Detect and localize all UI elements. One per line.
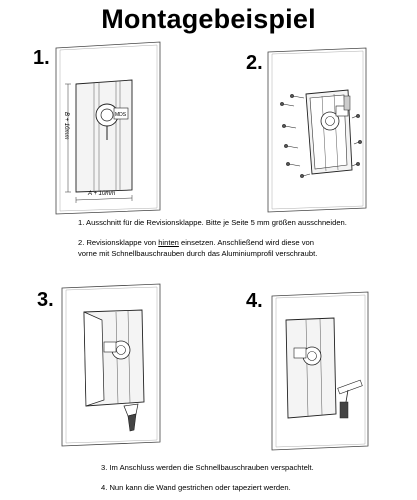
filler-illustration	[58, 282, 166, 448]
insert-hatch-illustration	[262, 46, 374, 214]
instruction-2-underline: hinten	[158, 238, 179, 247]
instruction-4-text: 4. Nun kann die Wand gestrichen oder tapeziert werden.	[101, 483, 291, 492]
instruction-1-text: 1. Ausschnitt für die Revisionsklappe. Bitte je Seite 5 mm größen ausschneiden.	[78, 218, 347, 227]
finished-wall-illustration	[268, 290, 376, 452]
instruction-2-post: einsetzen. Anschließend wird diese von	[178, 238, 314, 247]
width-dimension-label: A + 10mm	[88, 191, 116, 197]
height-dimension-label: B + 10mm	[63, 112, 69, 140]
instruction-3	[101, 462, 401, 473]
step-number-4: 4.	[246, 290, 263, 312]
instruction-2-line-1	[78, 237, 408, 248]
panel-step-3	[58, 282, 166, 448]
instruction-2-line-2: vorne mit Schnellbauschrauben durch das Aluminiumprofil verschraubt.	[78, 249, 318, 258]
step-number-2: 2.	[246, 52, 263, 74]
instruction-3-text: 3. Im Anschluss werden die Schnellbauschrauben verspachtelt.	[101, 463, 314, 472]
panel-step-1	[54, 40, 166, 216]
instruction-2-pre: 2. Revisionsklappe von	[78, 238, 159, 247]
wall-cutout-illustration	[54, 40, 166, 216]
step-number-1: 1.	[33, 47, 50, 69]
page-title: Montagebeispiel	[101, 4, 316, 34]
instruction-2	[78, 237, 408, 259]
panel-step-2	[262, 46, 374, 214]
step-number-3: 3.	[37, 289, 54, 311]
instruction-4	[101, 482, 401, 493]
panel-step-4	[268, 290, 376, 452]
brand-label: MDS	[115, 112, 127, 118]
instruction-1	[78, 217, 408, 228]
